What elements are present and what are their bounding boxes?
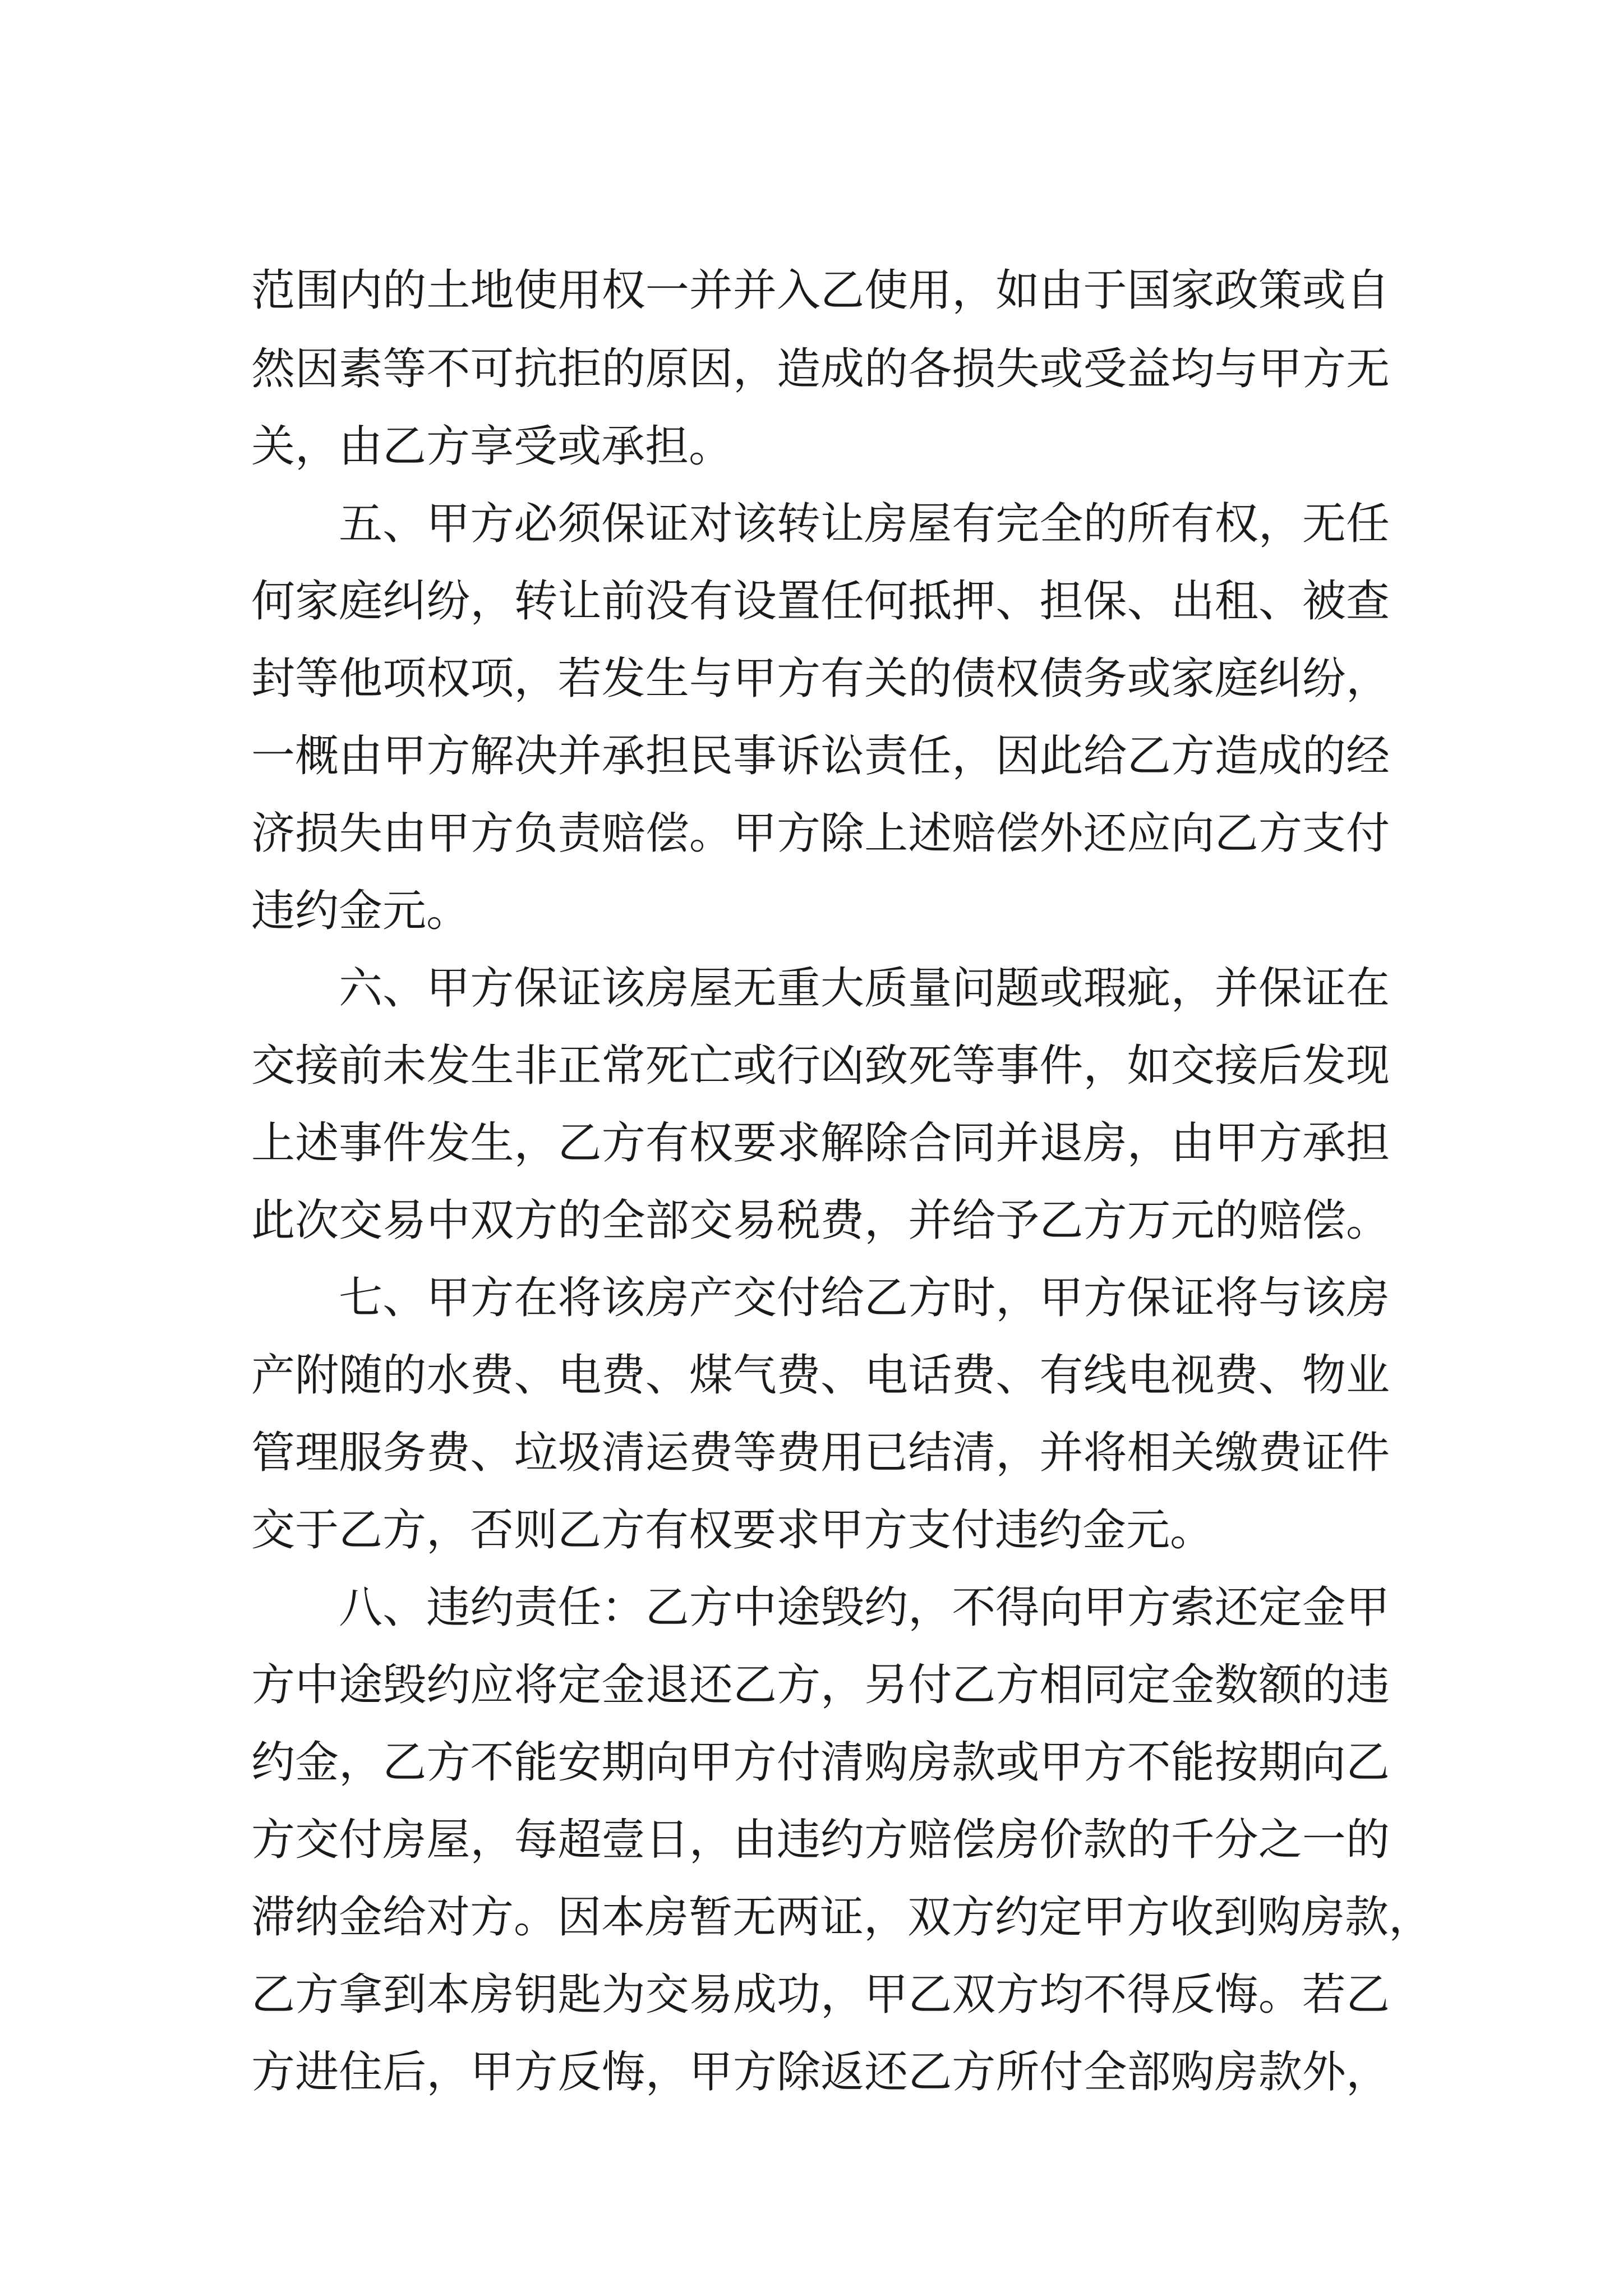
paragraph-start-line: 六、甲方保证该房屋无重大质量问题或瑕疵，并保证在 (339, 963, 1390, 1014)
text-line: 约金，乙方不能安期向甲方付清购房款或甲方不能按期向乙 (251, 1737, 1390, 1788)
text-line: 上述事件发生，乙方有权要求解除合同并退房，由甲方承担 (251, 1118, 1390, 1168)
text-line: 关，由乙方享受或承担。 (251, 421, 733, 472)
text-line: 交接前未发生非正常死亡或行凶致死等事件，如交接后发现 (251, 1041, 1390, 1091)
text-line: 封等他项权项，若发生与甲方有关的债权债务或家庭纠纷， (251, 654, 1390, 704)
text-line: 方中途毁约应将定金退还乙方，另付乙方相同定金数额的违 (251, 1660, 1390, 1710)
paragraph-start-line: 八、违约责任：乙方中途毁约，不得向甲方索还定金甲 (339, 1582, 1390, 1633)
text-line: 济损失由甲方负责赔偿。甲方除上述赔偿外还应向乙方支付 (251, 808, 1390, 859)
text-line: 方进住后，甲方反悔，甲方除返还乙方所付全部购房款外， (251, 2047, 1390, 2097)
text-line: 然因素等不可抗拒的原因，造成的各损失或受益均与甲方无 (251, 344, 1390, 394)
text-line: 此次交易中双方的全部交易税费，并给予乙方万元的赔偿。 (251, 1195, 1390, 1246)
text-line: 管理服务费、垃圾清运费等费用已结清，并将相关缴费证件 (251, 1428, 1390, 1478)
text-line: 滞纳金给对方。因本房暂无两证，双方约定甲方收到购房款， (251, 1892, 1433, 1943)
paragraph-start-line: 七、甲方在将该房产交付给乙方时，甲方保证将与该房 (339, 1273, 1390, 1323)
paragraph-start-line: 五、甲方必须保证对该转让房屋有完全的所有权，无任 (339, 499, 1390, 549)
text-line: 一概由甲方解决并承担民事诉讼责任，因此给乙方造成的经 (251, 731, 1390, 781)
text-line: 违约金元。 (251, 886, 471, 936)
text-line: 交于乙方，否则乙方有权要求甲方支付违约金元。 (251, 1505, 1214, 1556)
text-line: 产附随的水费、电费、煤气费、电话费、有线电视费、物业 (251, 1350, 1390, 1401)
text-line: 方交付房屋，每超壹日，由违约方赔偿房价款的千分之一的 (251, 1815, 1390, 1865)
text-line: 乙方拿到本房钥匙为交易成功，甲乙双方均不得反悔。若乙 (251, 1970, 1390, 2020)
text-line: 范围内的土地使用权一并并入乙使用，如由于国家政策或自 (251, 265, 1390, 316)
text-line: 何家庭纠纷，转让前没有设置任何抵押、担保、出租、被查 (251, 576, 1390, 627)
